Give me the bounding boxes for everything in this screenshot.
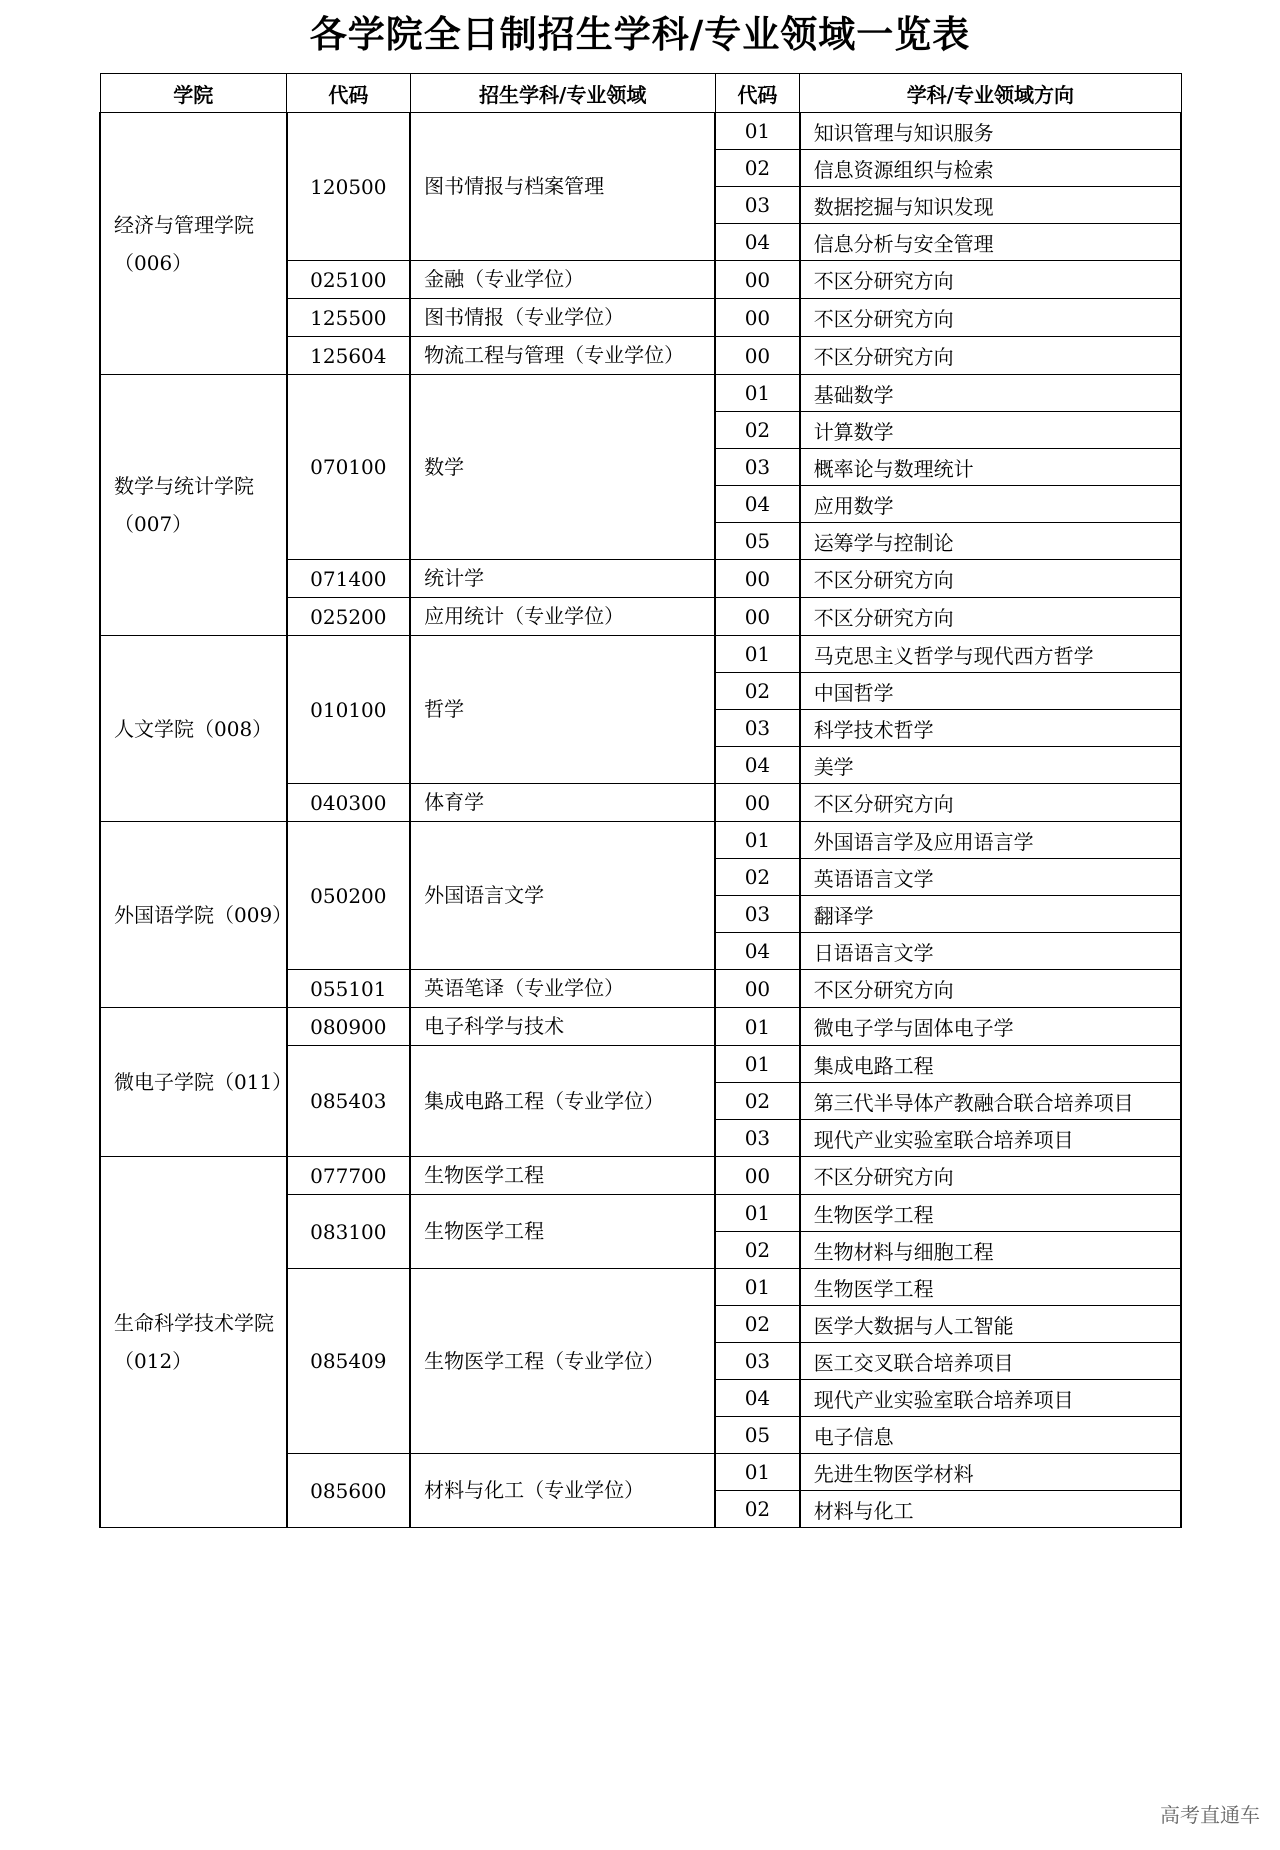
direction-name-cell: 英语语言文学 <box>800 859 1181 896</box>
direction-name-cell: 马克思主义哲学与现代西方哲学 <box>800 636 1181 673</box>
direction-code-cell: 00 <box>715 784 800 822</box>
college-name-cell: 生命科学技术学院（012） <box>100 1157 287 1528</box>
direction-name-cell: 数据挖掘与知识发现 <box>800 187 1181 224</box>
subject-name-cell: 物流工程与管理（专业学位） <box>410 337 715 375</box>
table-row <box>100 1157 1181 1195</box>
direction-name-cell: 医工交叉联合培养项目 <box>800 1343 1181 1380</box>
header-code: 代码 <box>287 74 411 113</box>
subject-code-cell: 050200 <box>287 822 411 970</box>
direction-name-cell: 不区分研究方向 <box>800 598 1181 636</box>
direction-name-cell: 先进生物医学材料 <box>800 1454 1181 1491</box>
direction-code-cell: 03 <box>715 896 800 933</box>
direction-name-cell: 日语语言文学 <box>800 933 1181 970</box>
direction-code-cell: 02 <box>715 150 800 187</box>
direction-name-cell: 材料与化工 <box>800 1491 1181 1528</box>
direction-code-cell: 02 <box>715 1306 800 1343</box>
watermark: 高考直通车 <box>1160 1803 1260 1827</box>
direction-code-cell: 01 <box>715 375 800 412</box>
direction-code-cell: 00 <box>715 970 800 1008</box>
table-body <box>100 113 1181 1528</box>
header-direction-code: 代码 <box>715 74 800 113</box>
direction-name-cell: 生物材料与细胞工程 <box>800 1232 1181 1269</box>
direction-name-cell: 不区分研究方向 <box>800 1157 1181 1195</box>
subject-name-cell: 外国语言文学 <box>410 822 715 970</box>
direction-code-cell: 01 <box>715 1195 800 1232</box>
direction-name-cell: 概率论与数理统计 <box>800 449 1181 486</box>
subject-code-cell: 010100 <box>287 636 411 784</box>
direction-name-cell: 电子信息 <box>800 1417 1181 1454</box>
subject-code-cell: 077700 <box>287 1157 411 1195</box>
subject-code-cell: 070100 <box>287 375 411 560</box>
direction-name-cell: 不区分研究方向 <box>800 261 1181 299</box>
direction-code-cell: 04 <box>715 486 800 523</box>
direction-code-cell: 04 <box>715 747 800 784</box>
subject-name-cell: 统计学 <box>410 560 715 598</box>
direction-code-cell: 02 <box>715 1491 800 1528</box>
direction-name-cell: 生物医学工程 <box>800 1195 1181 1232</box>
direction-code-cell: 05 <box>715 523 800 560</box>
subject-name-cell: 金融（专业学位） <box>410 261 715 299</box>
direction-code-cell: 02 <box>715 673 800 710</box>
direction-name-cell: 不区分研究方向 <box>800 784 1181 822</box>
subject-name-cell: 哲学 <box>410 636 715 784</box>
direction-name-cell: 信息资源组织与检索 <box>800 150 1181 187</box>
subject-code-cell: 025200 <box>287 598 411 636</box>
direction-code-cell: 01 <box>715 636 800 673</box>
direction-name-cell: 现代产业实验室联合培养项目 <box>800 1380 1181 1417</box>
direction-code-cell: 00 <box>715 261 800 299</box>
subject-name-cell: 数学 <box>410 375 715 560</box>
direction-code-cell: 05 <box>715 1417 800 1454</box>
subject-name-cell: 生物医学工程 <box>410 1195 715 1269</box>
table-row <box>100 1008 1181 1046</box>
direction-code-cell: 01 <box>715 822 800 859</box>
direction-name-cell: 现代产业实验室联合培养项目 <box>800 1120 1181 1157</box>
page-title: 各学院全日制招生学科/专业领域一览表 <box>309 13 971 56</box>
direction-code-cell: 01 <box>715 1454 800 1491</box>
subject-name-cell: 电子科学与技术 <box>410 1008 715 1046</box>
direction-name-cell: 计算数学 <box>800 412 1181 449</box>
direction-code-cell: 01 <box>715 1046 800 1083</box>
direction-code-cell: 03 <box>715 449 800 486</box>
direction-name-cell: 医学大数据与人工智能 <box>800 1306 1181 1343</box>
subject-code-cell: 085600 <box>287 1454 411 1528</box>
direction-name-cell: 信息分析与安全管理 <box>800 224 1181 261</box>
table-row <box>100 375 1181 412</box>
subject-name-cell: 材料与化工（专业学位） <box>410 1454 715 1528</box>
header-direction: 学科/专业领域方向 <box>800 74 1181 113</box>
college-name-cell: 人文学院（008） <box>100 636 287 822</box>
direction-code-cell: 02 <box>715 859 800 896</box>
subject-code-cell: 125500 <box>287 299 411 337</box>
direction-code-cell: 02 <box>715 1083 800 1120</box>
direction-name-cell: 微电子学与固体电子学 <box>800 1008 1181 1046</box>
subject-table <box>99 73 1182 1528</box>
table-header-row <box>100 74 1181 113</box>
direction-code-cell: 01 <box>715 1008 800 1046</box>
direction-name-cell: 美学 <box>800 747 1181 784</box>
subject-code-cell: 085403 <box>287 1046 411 1157</box>
direction-name-cell: 翻译学 <box>800 896 1181 933</box>
college-name-cell: 微电子学院（011） <box>100 1008 287 1157</box>
direction-name-cell: 不区分研究方向 <box>800 337 1181 375</box>
direction-name-cell: 不区分研究方向 <box>800 970 1181 1008</box>
subject-name-cell: 图书情报与档案管理 <box>410 113 715 261</box>
subject-name-cell: 应用统计（专业学位） <box>410 598 715 636</box>
subject-code-cell: 120500 <box>287 113 411 261</box>
direction-name-cell: 应用数学 <box>800 486 1181 523</box>
subject-code-cell: 025100 <box>287 261 411 299</box>
direction-code-cell: 03 <box>715 1343 800 1380</box>
direction-code-cell: 00 <box>715 337 800 375</box>
subject-code-cell: 085409 <box>287 1269 411 1454</box>
subject-code-cell: 055101 <box>287 970 411 1008</box>
direction-name-cell: 不区分研究方向 <box>800 560 1181 598</box>
direction-name-cell: 不区分研究方向 <box>800 299 1181 337</box>
college-name-cell: 经济与管理学院（006） <box>100 113 287 375</box>
subject-code-cell: 080900 <box>287 1008 411 1046</box>
subject-name-cell: 体育学 <box>410 784 715 822</box>
direction-code-cell: 00 <box>715 299 800 337</box>
subject-code-cell: 125604 <box>287 337 411 375</box>
direction-name-cell: 运筹学与控制论 <box>800 523 1181 560</box>
direction-code-cell: 03 <box>715 710 800 747</box>
direction-code-cell: 01 <box>715 113 800 150</box>
direction-code-cell: 00 <box>715 1157 800 1195</box>
direction-code-cell: 03 <box>715 1120 800 1157</box>
header-subject: 招生学科/专业领域 <box>410 74 715 113</box>
direction-code-cell: 04 <box>715 1380 800 1417</box>
direction-code-cell: 00 <box>715 560 800 598</box>
direction-name-cell: 第三代半导体产教融合联合培养项目 <box>800 1083 1181 1120</box>
header-college: 学院 <box>100 74 287 113</box>
direction-code-cell: 02 <box>715 1232 800 1269</box>
college-name-cell: 外国语学院（009） <box>100 822 287 1008</box>
college-name-cell: 数学与统计学院（007） <box>100 375 287 636</box>
table-row <box>100 822 1181 859</box>
table-row <box>100 636 1181 673</box>
direction-code-cell: 04 <box>715 224 800 261</box>
direction-code-cell: 04 <box>715 933 800 970</box>
subject-code-cell: 083100 <box>287 1195 411 1269</box>
direction-name-cell: 知识管理与知识服务 <box>800 113 1181 150</box>
direction-code-cell: 01 <box>715 1269 800 1306</box>
subject-code-cell: 071400 <box>287 560 411 598</box>
subject-name-cell: 英语笔译（专业学位） <box>410 970 715 1008</box>
subject-code-cell: 040300 <box>287 784 411 822</box>
direction-name-cell: 科学技术哲学 <box>800 710 1181 747</box>
subject-name-cell: 集成电路工程（专业学位） <box>410 1046 715 1157</box>
direction-name-cell: 集成电路工程 <box>800 1046 1181 1083</box>
direction-name-cell: 外国语言学及应用语言学 <box>800 822 1181 859</box>
direction-code-cell: 03 <box>715 187 800 224</box>
subject-name-cell: 生物医学工程 <box>410 1157 715 1195</box>
subject-name-cell: 生物医学工程（专业学位） <box>410 1269 715 1454</box>
direction-code-cell: 00 <box>715 598 800 636</box>
direction-name-cell: 生物医学工程 <box>800 1269 1181 1306</box>
direction-code-cell: 02 <box>715 412 800 449</box>
subject-name-cell: 图书情报（专业学位） <box>410 299 715 337</box>
table-row <box>100 113 1181 150</box>
direction-name-cell: 基础数学 <box>800 375 1181 412</box>
direction-name-cell: 中国哲学 <box>800 673 1181 710</box>
